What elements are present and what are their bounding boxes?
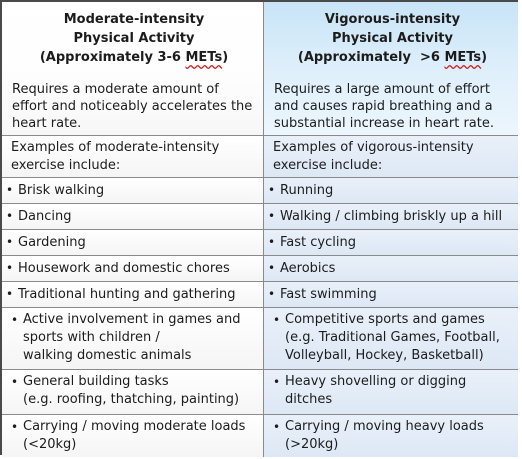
moderate-item: • Carrying / moving moderate loads (<20kg) (2, 415, 264, 457)
vigorous-title-line3: (Approximately >6 METs) (297, 50, 488, 65)
vigorous-item: • Aerobics (264, 256, 518, 282)
vigorous-item: • Fast swimming (264, 282, 518, 308)
moderate-item: • Dancing (2, 204, 264, 230)
vigorous-item: • Fast cycling (264, 230, 518, 256)
vigorous-item: • Heavy shovelling or digging ditches (264, 370, 518, 415)
vigorous-header-title (273, 10, 512, 67)
moderate-item: • Brisk walking (2, 178, 264, 204)
moderate-header-cell (2, 2, 264, 136)
vigorous-item: • Carrying / moving heavy loads (>20kg) (264, 415, 518, 457)
moderate-header-title (11, 10, 257, 67)
moderate-item: • Gardening (2, 230, 264, 256)
moderate-item: • Traditional hunting and gathering (2, 282, 264, 308)
mets-term: METs (185, 50, 223, 65)
moderate-examples-intro: Examples of moderate-intensity exercise include: (2, 136, 264, 178)
vigorous-examples-intro: Examples of vigorous-intensity exercise include: (264, 136, 518, 178)
moderate-item: • General building tasks (e.g. roofing, thatching, painting) (2, 370, 264, 415)
vigorous-item: • Competitive sports and games (e.g. Traditional Games, Football, Volleyball, Hockey, Basketball) (264, 308, 518, 370)
mets-term: METs (444, 50, 482, 65)
moderate-title-line1: Moderate-intensity (63, 12, 205, 27)
moderate-title-line3: (Approximately 3-6 METs) (39, 50, 229, 65)
moderate-description: Requires a moderate amount of effort and noticeably accelerates the heart rate. (12, 82, 253, 131)
vigorous-header-cell (264, 2, 518, 136)
vigorous-description: Requires a large amount of effort and causes rapid breathing and a substantial increase in heart rate. (274, 82, 494, 131)
vigorous-title-line2: Physical Activity (332, 31, 453, 46)
moderate-item: • Housework and domestic chores (2, 256, 264, 282)
moderate-item: • Active involvement in games and sports with children / walking domestic animals (2, 308, 264, 370)
moderate-title-line2: Physical Activity (73, 31, 195, 46)
vigorous-item: • Walking / climbing briskly up a hill (264, 204, 518, 230)
vigorous-title-line1: Vigorous-intensity (324, 12, 461, 27)
vigorous-item: • Running (264, 178, 518, 204)
